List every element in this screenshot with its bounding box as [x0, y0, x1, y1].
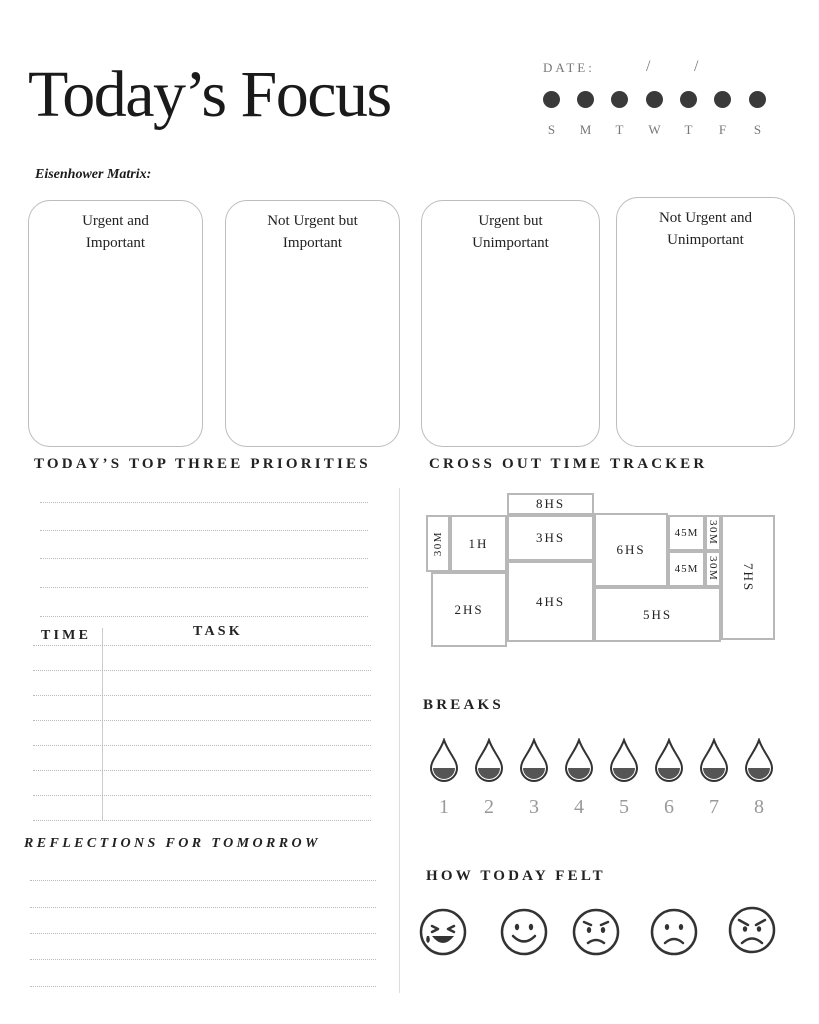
schedule-row[interactable]: [33, 720, 371, 721]
break-number: 4: [574, 796, 584, 818]
schedule-row[interactable]: [33, 795, 371, 796]
break-drop-icon[interactable]: [518, 738, 550, 782]
matrix-quadrant-urgent-unimportant[interactable]: [421, 200, 600, 447]
writing-line[interactable]: [30, 907, 376, 908]
weekday-dot[interactable]: [646, 91, 663, 108]
writing-line[interactable]: [30, 959, 376, 960]
break-drop-icon[interactable]: [653, 738, 685, 782]
break-number: 1: [439, 796, 449, 818]
priorities-heading: TODAY’S TOP THREE PRIORITIES: [34, 456, 371, 472]
time-block-45m[interactable]: 45M: [668, 515, 705, 551]
schedule-row[interactable]: [33, 745, 371, 746]
mood-heading: HOW TODAY FELT: [426, 868, 606, 884]
time-block-1h[interactable]: 1H: [450, 515, 507, 572]
task-column-label: TASK: [193, 624, 243, 639]
weekday-label: T: [615, 122, 624, 137]
break-drop-icon[interactable]: [473, 738, 505, 782]
matrix-quadrant-not-urgent-unimportant[interactable]: [616, 197, 795, 447]
quadrant-title: Not Urgent but Important: [267, 213, 358, 251]
break-drop-icon[interactable]: [563, 738, 595, 782]
break-drop-icon[interactable]: [428, 738, 460, 782]
schedule-row[interactable]: [33, 820, 371, 821]
weekday-label: S: [547, 122, 556, 137]
weekday-dot[interactable]: [577, 91, 594, 108]
break-drop-icon[interactable]: [743, 738, 775, 782]
weekday-label: F: [718, 122, 727, 137]
writing-line[interactable]: [40, 587, 368, 588]
writing-line[interactable]: [30, 933, 376, 934]
date-separator: /: [646, 58, 651, 75]
schedule-row[interactable]: [33, 770, 371, 771]
schedule-row[interactable]: [33, 670, 371, 671]
schedule-row[interactable]: [33, 645, 371, 646]
break-number: 6: [664, 796, 674, 818]
smiling-face-icon[interactable]: [500, 908, 548, 956]
weekday-label: M: [579, 122, 592, 137]
sad-face-icon[interactable]: [650, 908, 698, 956]
weekday-dot[interactable]: [611, 91, 628, 108]
break-number: 5: [619, 796, 629, 818]
break-number: 8: [754, 796, 764, 818]
quadrant-title: Urgent but Unimportant: [472, 213, 549, 251]
writing-line[interactable]: [30, 880, 376, 881]
writing-line[interactable]: [40, 558, 368, 559]
time-block-7hs[interactable]: 7HS: [721, 515, 775, 640]
breaks-heading: BREAKS: [423, 697, 504, 713]
column-divider: [399, 488, 400, 993]
date-label: DATE:: [543, 60, 595, 75]
time-block-30m[interactable]: 30M: [705, 551, 721, 587]
weekday-dot[interactable]: [714, 91, 731, 108]
time-block-30m[interactable]: 30M: [426, 515, 450, 572]
weekday-dot[interactable]: [543, 91, 560, 108]
schedule-column-divider: [102, 628, 103, 820]
time-block-45m[interactable]: 45M: [668, 551, 705, 587]
break-number: 2: [484, 796, 494, 818]
break-number: 3: [529, 796, 539, 818]
reflections-heading: REFLECTIONS FOR TOMORROW: [24, 836, 321, 851]
time-block-2hs[interactable]: 2HS: [431, 572, 507, 647]
angry-face-icon[interactable]: [728, 906, 776, 954]
worried-face-icon[interactable]: [572, 908, 620, 956]
time-block-30m[interactable]: 30M: [705, 515, 721, 551]
weekday-label: T: [684, 122, 693, 137]
time-block-8hs[interactable]: 8HS: [507, 493, 594, 515]
writing-line[interactable]: [40, 616, 368, 617]
laughing-face-icon[interactable]: [419, 908, 467, 956]
weekday-dot[interactable]: [680, 91, 697, 108]
matrix-label: Eisenhower Matrix:: [35, 167, 152, 182]
weekday-label: W: [648, 122, 661, 137]
time-column-label: TIME: [41, 628, 92, 643]
time-block-3hs[interactable]: 3HS: [507, 515, 594, 561]
date-separator: /: [694, 58, 699, 75]
time-block-4hs[interactable]: 4HS: [507, 561, 594, 642]
break-number: 7: [709, 796, 719, 818]
writing-line[interactable]: [40, 530, 368, 531]
matrix-quadrant-not-urgent-important[interactable]: [225, 200, 400, 447]
quadrant-title: Not Urgent and Unimportant: [658, 210, 753, 248]
time-block-5hs[interactable]: 5HS: [594, 587, 721, 642]
quadrant-title: Urgent and Important: [82, 213, 149, 251]
schedule-row[interactable]: [33, 695, 371, 696]
writing-line[interactable]: [40, 502, 368, 503]
break-drop-icon[interactable]: [608, 738, 640, 782]
matrix-quadrant-urgent-important[interactable]: [28, 200, 203, 447]
writing-line[interactable]: [30, 986, 376, 987]
weekday-dot[interactable]: [749, 91, 766, 108]
weekday-label: S: [753, 122, 762, 137]
time-tracker-heading: CROSS OUT TIME TRACKER: [429, 456, 708, 472]
time-block-6hs[interactable]: 6HS: [594, 513, 668, 587]
page-title: Today’s Focus: [28, 58, 391, 131]
break-drop-icon[interactable]: [698, 738, 730, 782]
